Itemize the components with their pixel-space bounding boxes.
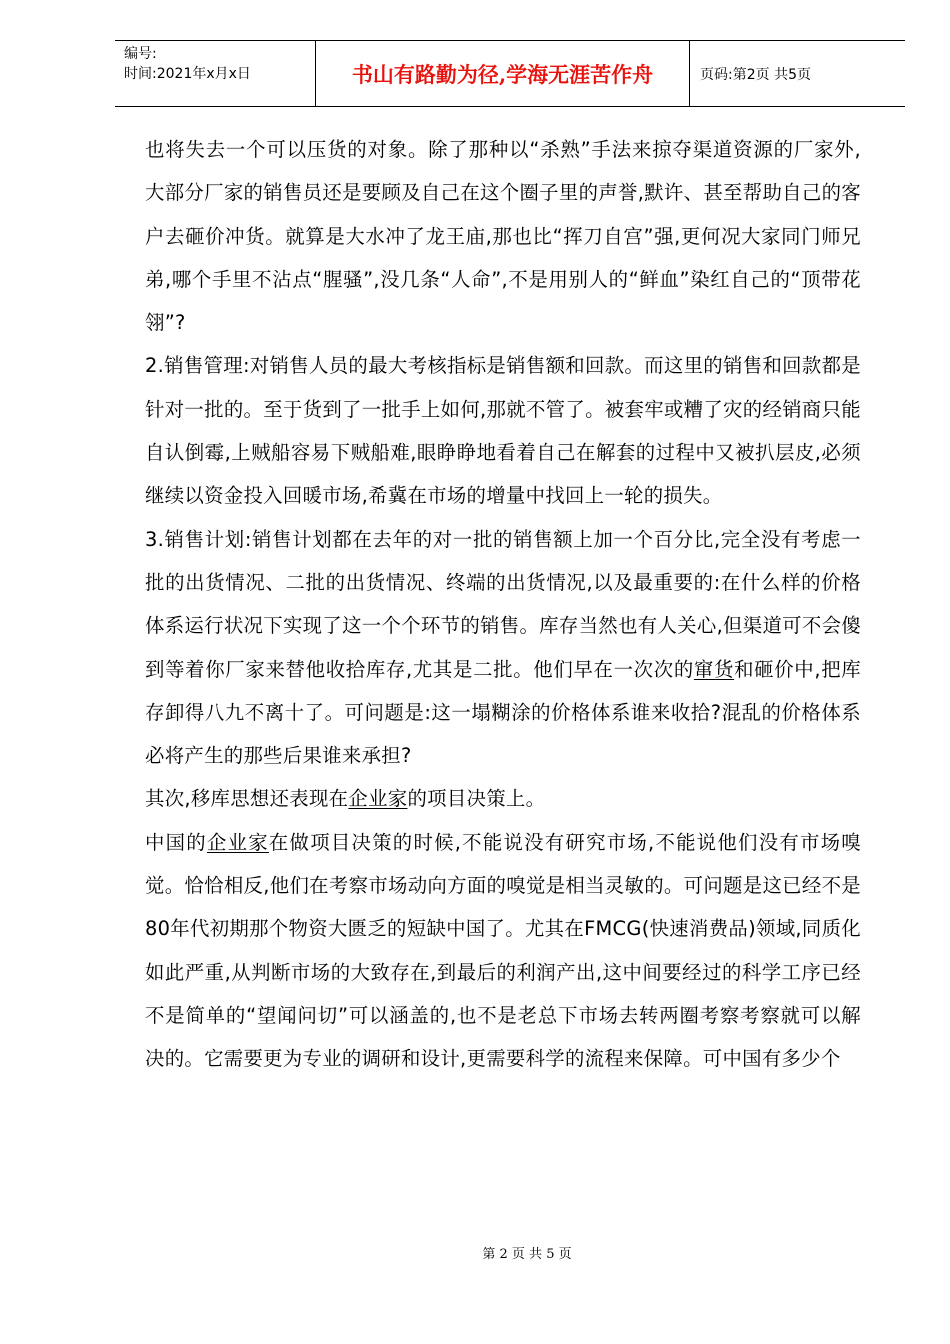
paragraph-3-text-b: 和砸价中,把库存卸得八九不离十了。可问题是:这一塌糊涂的价格体系谁来收拾?混乱的价格体系必将产生的那些后果谁来承担? <box>145 657 862 768</box>
header-meta-cell <box>115 41 316 106</box>
paragraph-1: 也将失去一个可以压货的对象。除了那种以“杀熟”手法来掠夺渠道资源的厂家外,大部分厂家的销售员还是要顾及自己在这个圈子里的声誉,默许、甚至帮助自己的客户去砸价冲货。就算是大水冲了龙王庙,那也比“挥刀自宫”强,更何况大家同门师兄弟,哪个手里不沾点“腥骚”,没几条“人命”,不是用别人的“鲜血”染红自己的“顶带花翎”? <box>145 138 861 335</box>
page-info-cell <box>690 41 905 106</box>
paragraph-4-text-b: 的项目决策上。 <box>407 787 546 811</box>
link-chuanhuo[interactable]: 窜货 <box>693 657 735 681</box>
page-header <box>115 40 905 107</box>
motto-cell <box>316 41 690 106</box>
paragraph-4 <box>145 777 861 820</box>
document-body <box>145 128 861 1081</box>
paragraph-3 <box>145 518 861 778</box>
paragraph-5 <box>145 821 861 1081</box>
paragraph-3-text-a: 3.销售计划:销售计划都在去年的对一批的销售额上加一个百分比,完全没有考虑一批的出货情况、二批的出货情况、终端的出货情况,以及最重要的:在什么样的价格体系运行状况下实现了这一个个环节的销售。库存当然也有人关心,但渠道可不会傻到等着你厂家来替他收拾库存,尤其是二批。他们早在一次次的 <box>145 527 861 681</box>
paragraph-5-text-a: 中国的 <box>145 830 207 854</box>
link-entrepreneur-1[interactable]: 企业家 <box>348 787 408 811</box>
paragraph-4-text-a: 其次,移库思想还表现在 <box>145 787 349 811</box>
motto-text: 书山有路勤为径,学海无涯苦作舟 <box>351 61 654 87</box>
page-info-text: 页码:第2页 共5页 <box>700 66 811 83</box>
footer-page-number: 第 2 页 共 5 页 <box>482 1247 572 1262</box>
paragraph-2: 2.销售管理:对销售人员的最大考核指标是销售额和回款。而这里的销售和回款都是针对一批的。至于货到了一批手上如何,那就不管了。被套牢或糟了灾的经销商只能自认倒霉,上贼船容易下贼船难,眼睁睁地看着自己在解套的过程中又被扒层皮,必须继续以资金投入回暖市场,希冀在市场的增量中找回上一轮的损失。 <box>145 354 861 508</box>
paragraph-5-text-b: 在做项目决策的时候,不能说没有研究市场,不能说他们没有市场嗅觉。恰恰相反,他们在考察市场动向方面的嗅觉是相当灵敏的。可问题是这已经不是80年代初期那个物资大匮乏的短缺中国了。尤其在FMCG(快速消费品)领域,同质化如此严重,从判断市场的大致存在,到最后的利润产出,这中间要经过的科学工序已经不是简单的“望闻问切”可以涵盖的,也不是老总下市场去转两圈考察考察就可以解决的。它需要更为专业的调研和设计,更需要科学的流程来保障。可中国有多少个 <box>145 830 861 1071</box>
link-entrepreneur-2[interactable]: 企业家 <box>206 830 269 854</box>
number-label: 编号: <box>124 46 157 62</box>
page-footer <box>0 1243 950 1262</box>
time-label: 时间:2021年x月x日 <box>124 66 251 82</box>
